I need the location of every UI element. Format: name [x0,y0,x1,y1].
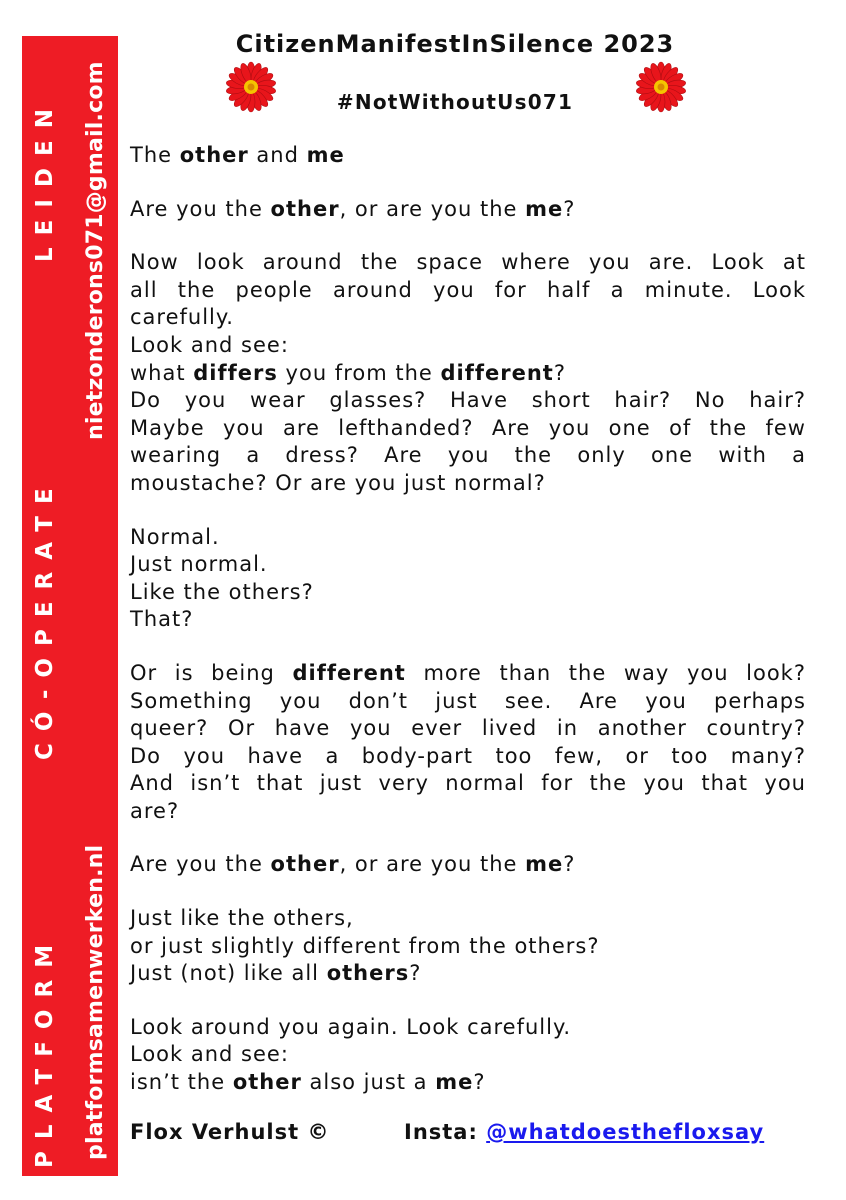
text-line: or just slightly different from the others? [130,933,600,958]
text-line: Something you don’t just see. Are you perhaps [130,688,806,713]
text-line: Look around you again. Look carefully. [130,1014,572,1039]
paragraph [130,851,806,879]
insta-label: Insta: [404,1120,478,1144]
sidebar-cooperate-text: CÓ-OPERATE [32,476,58,760]
text-line [130,960,806,988]
sidebar-leiden-text: LEIDEN [32,97,58,262]
text: Just (not) like all [130,961,327,986]
text-line: all the people around you for half a minute. Look [130,277,806,302]
bold-text: differs [193,360,278,385]
text-line: wearing a dress? Are you the only one with a [130,443,806,468]
text: you from the [277,360,441,385]
bold-text: other [179,143,249,167]
paragraph [130,249,806,497]
text: Are you the [130,852,271,877]
bold-text: other [270,196,340,221]
text-line: carefully. [130,305,234,330]
text-line [130,1069,806,1097]
text: also just a [301,1070,436,1095]
paragraph [130,905,806,988]
text-line: Do you have a body-part too few, or too many? [130,743,806,768]
text: ? [563,852,576,877]
text-line: And isn’t that just very normal for the you that you [130,771,806,796]
paragraph [130,1014,806,1097]
text-line: queer? Or have you ever lived in another country? [130,716,806,741]
text-line: Now look around the space where you are. Look at [130,250,806,275]
text: isn’t the [130,1070,233,1095]
bold-text: me [525,852,564,877]
poem-body [130,142,806,1123]
text: Are you the [130,196,271,221]
paragraph-title [130,142,806,170]
text-line: Do you wear glasses? Have short hair? No hair? [130,388,806,413]
text-line [130,660,806,688]
text-line: Just normal. [130,552,268,577]
text-line: Maybe you are lefthanded? Are you one of the few [130,415,806,440]
text-line: moustache? Or are you just normal? [130,470,546,495]
text-line: Just like the others, [130,906,354,931]
instagram-credit [404,1120,764,1144]
page-title: CitizenManifestInSilence 2023 [235,30,675,58]
text-line: Like the others? [130,579,314,604]
bold-text: me [435,1070,474,1095]
text: , or are you the [339,852,526,877]
instagram-link[interactable]: @whatdoesthefloxsay [486,1120,765,1144]
footer [130,1120,806,1144]
bold-text: different [440,360,554,385]
paragraph [130,196,806,224]
text: , or are you the [339,196,526,221]
text: The [130,143,180,167]
text: more than the way you look? [405,660,806,685]
text: what [130,360,194,385]
flower-icon [634,60,688,114]
text-line: Look and see: [130,1042,289,1067]
bold-text: others [326,961,410,986]
flower-icon [224,60,278,114]
paragraph [130,660,806,826]
text: Or is being [130,660,293,685]
text: ? [473,1070,486,1095]
sidebar-email: nietzonderons071@gmail.com [83,61,108,440]
text-line: Normal. [130,524,220,549]
text: ? [553,360,566,385]
text-line: That? [130,607,194,632]
author-credit: Flox Verhulst © [130,1120,330,1144]
text: and [248,143,307,167]
bold-text: other [232,1070,302,1095]
sidebar-website: platformsamenwerken.nl [83,844,108,1160]
text-line: Look and see: [130,332,289,357]
text: ? [563,196,576,221]
bold-text: me [525,196,564,221]
paragraph [130,524,806,634]
bold-text: other [270,852,340,877]
text-line [130,360,806,388]
bold-text: different [292,660,406,685]
text: ? [409,961,422,986]
bold-text: me [306,143,345,167]
sidebar-platform-text: PLATFORM [32,932,58,1168]
hashtag: #NotWithoutUs071 [336,90,574,114]
text-line: are? [130,798,180,823]
